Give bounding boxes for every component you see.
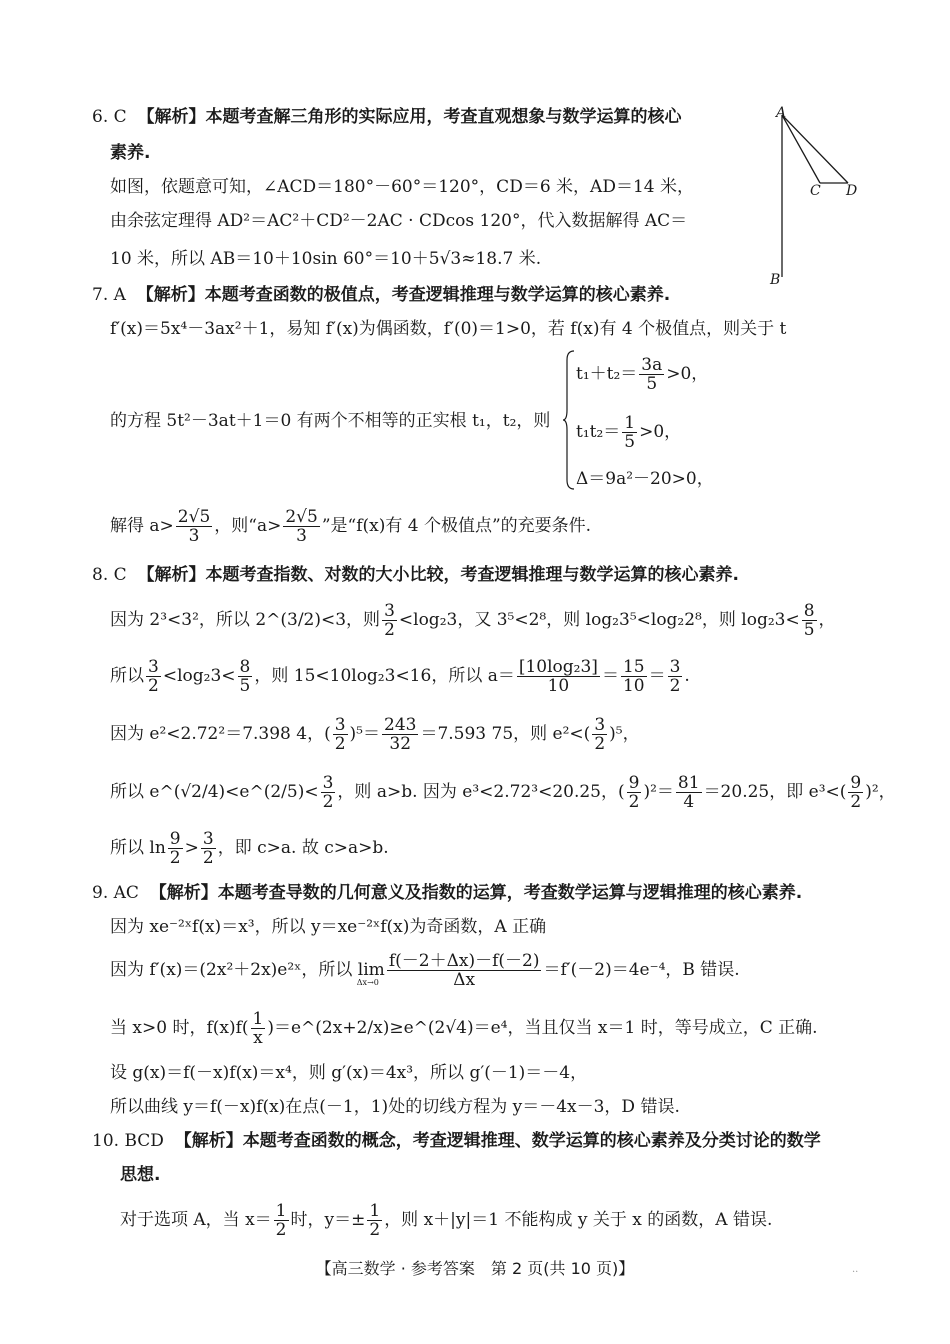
frac-den: 5 bbox=[646, 374, 658, 394]
q7-cond1-lhs: t₁＋t₂＝ bbox=[576, 364, 638, 384]
frac-num: 3 bbox=[594, 715, 606, 735]
frac-num: 15 bbox=[622, 657, 645, 677]
frac-den: 2 bbox=[334, 734, 346, 754]
system-brace bbox=[563, 350, 575, 490]
fig-label-a: A bbox=[776, 105, 787, 121]
frac bbox=[321, 774, 336, 811]
q9-tag: 【解析】 bbox=[149, 883, 218, 903]
fig-label-c: C bbox=[810, 183, 821, 199]
frac-num: 9 bbox=[850, 773, 862, 793]
frac-num: 81 bbox=[677, 773, 700, 793]
q8-l4a: 所以 e^(√2/4)<e^(2/5)< bbox=[110, 782, 319, 802]
q8-tag: 【解析】 bbox=[137, 565, 206, 585]
q8-title-line bbox=[92, 564, 739, 586]
q6-line2: 由余弦定理得 AD²＝AC²＋CD²－2AC · CDcos 120°，代入数据解得 AC＝ bbox=[110, 211, 688, 231]
frac-num: 9 bbox=[628, 773, 640, 793]
frac-den: 3 bbox=[188, 526, 200, 546]
q8-l4c: )²＝ bbox=[643, 782, 674, 802]
q10-l1c: ，则 x＋|y|＝1 不能构成 y 关于 x 的函数，A 错误. bbox=[384, 1210, 773, 1230]
q10-l1b: 时，y＝± bbox=[290, 1210, 366, 1230]
frac bbox=[387, 952, 542, 989]
frac-num: 3 bbox=[322, 773, 334, 793]
q9-l3a: 当 x>0 时，f(x)f( bbox=[110, 1018, 249, 1038]
q8-l4f: ＝20.25，即 e³<( bbox=[703, 782, 847, 802]
q7-cond1 bbox=[576, 356, 708, 393]
frac bbox=[333, 716, 348, 753]
frac bbox=[367, 1202, 382, 1239]
q8-l3e: ＝7.593 75，则 e²<( bbox=[420, 724, 591, 744]
frac-den: 2 bbox=[594, 734, 606, 754]
frac-den: 2 bbox=[169, 848, 181, 868]
frac bbox=[251, 1010, 266, 1047]
frac-den: 2 bbox=[628, 792, 640, 812]
q8-l2a: 所以 bbox=[110, 666, 144, 686]
q7-l3b: ，则“a> bbox=[214, 516, 282, 536]
frac bbox=[592, 716, 607, 753]
q7-l3a: 解得 a> bbox=[110, 516, 174, 536]
q8-l5c: ，即 c>a. 故 c>a>b. bbox=[217, 838, 389, 858]
frac-den: 2 bbox=[322, 792, 334, 812]
q8-l1c: ， bbox=[818, 610, 836, 630]
eq: ＝ bbox=[648, 666, 666, 686]
frac-den: 2 bbox=[202, 848, 214, 868]
q8-l1b: <log₂3，又 3⁵<2⁸，则 log₂3⁵<log₂2⁸，则 log₂3< bbox=[398, 610, 800, 630]
q9-title: 本题考查导数的几何意义及指数的运算，考查数学运算与逻辑推理的核心素养. bbox=[217, 883, 803, 903]
page-footer: 【高三数学 · 参考答案 第 2 页(共 10 页)】 bbox=[315, 1259, 635, 1278]
frac-num: 9 bbox=[169, 829, 181, 849]
q10-title: 本题考查函数的概念，考查逻辑推理、数学运算的核心素养及分类讨论的数学 bbox=[242, 1131, 821, 1151]
q6-title: 本题考查解三角形的实际应用，考查直观想象与数学运算的核心 bbox=[205, 107, 682, 127]
q7-head: 7. A bbox=[92, 285, 126, 305]
q9-l2b: ＝f′(－2)＝4e⁻⁴，B 错误. bbox=[543, 960, 740, 980]
frac bbox=[274, 1202, 289, 1239]
frac-den: 4 bbox=[683, 792, 695, 812]
q9-line1: 因为 xe⁻²ˣf(x)＝x³，所以 y＝xe⁻²ˣf(x)为奇函数，A 正确 bbox=[110, 917, 547, 937]
q6-title2: 素养. bbox=[110, 143, 151, 163]
frac-num: 3 bbox=[202, 829, 214, 849]
frac-num: 1 bbox=[624, 413, 636, 433]
q8-l1a: 因为 2³<3²，所以 2^(3/2)<3，则 bbox=[110, 610, 381, 630]
frac bbox=[201, 830, 216, 867]
q8-l3f: )⁵， bbox=[609, 724, 640, 744]
frac-num: 8 bbox=[239, 657, 251, 677]
q6-tag: 【解析】 bbox=[137, 107, 206, 127]
q8-l5b: > bbox=[184, 838, 199, 858]
q8-head: 8. C bbox=[92, 565, 127, 585]
fig-label-b: B bbox=[770, 272, 781, 288]
frac-den: 2 bbox=[850, 792, 862, 812]
q7-title: 本题考查函数的极值点，考查逻辑推理与数学运算的核心素养. bbox=[204, 285, 671, 305]
frac bbox=[382, 602, 397, 639]
frac-den: x bbox=[253, 1028, 263, 1048]
frac-num: 3 bbox=[334, 715, 346, 735]
frac bbox=[168, 830, 183, 867]
frac-den: 5 bbox=[239, 676, 251, 696]
frac-num: 1 bbox=[275, 1201, 287, 1221]
q7-cond3: Δ＝9a²－20>0， bbox=[576, 469, 714, 489]
frac-den: 2 bbox=[148, 676, 159, 696]
frac-num: 2√5 bbox=[177, 507, 211, 527]
q10-l1a: 对于选项 A，当 x＝ bbox=[120, 1210, 272, 1230]
q10-head: 10. BCD bbox=[92, 1131, 164, 1151]
frac-den: 32 bbox=[389, 734, 412, 754]
q7-cond2-tail: >0， bbox=[639, 422, 682, 442]
frac-den: 5 bbox=[803, 620, 815, 640]
q7-cond1-frac bbox=[639, 356, 664, 393]
q7-line2: 的方程 5t²－3at＋1＝0 有两个不相等的正实根 t₁，t₂，则 bbox=[110, 411, 551, 431]
q10-title2: 思想. bbox=[120, 1165, 161, 1185]
frac-num: 3 bbox=[669, 657, 681, 677]
frac-den: 10 bbox=[622, 676, 645, 696]
q10-tag: 【解析】 bbox=[174, 1131, 243, 1151]
q7-cond2-frac bbox=[622, 414, 637, 451]
q7-cond1-tail: >0， bbox=[666, 364, 709, 384]
frac bbox=[627, 774, 642, 811]
q7-frac-a bbox=[176, 508, 212, 545]
q9-l3b: )＝e^(2x+2/x)≥e^(2√4)＝e⁴，当且仅当 x＝1 时，等号成立，C 正确. bbox=[267, 1018, 818, 1038]
q7-line1: f′(x)＝5x⁴－3ax²＋1，易知 f′(x)为偶函数，f′(0)＝1>0，若 f(x)有 4 个极值点，则关于 t bbox=[110, 319, 787, 339]
frac-num: [10log₂3] bbox=[518, 657, 598, 677]
q8-l2c: ，则 15<10log₂3<16，所以 a＝ bbox=[254, 666, 515, 686]
frac bbox=[517, 658, 600, 695]
frac bbox=[382, 716, 418, 753]
q8-l4g: )²， bbox=[865, 782, 896, 802]
q7-cond2 bbox=[576, 414, 681, 451]
period: . bbox=[684, 666, 690, 686]
q7-line3 bbox=[110, 504, 591, 548]
q9-line4: 设 g(x)＝f(－x)f(x)＝x⁴，则 g′(x)＝4x³，所以 g′(－1)＝－4， bbox=[110, 1063, 588, 1083]
frac bbox=[146, 658, 161, 695]
frac-den: 10 bbox=[547, 676, 570, 696]
q8-line2 bbox=[110, 654, 690, 698]
q7-tag: 【解析】 bbox=[136, 285, 205, 305]
q8-l3b: )⁵＝ bbox=[349, 724, 380, 744]
frac-num: 2√5 bbox=[285, 507, 318, 527]
frac-num: f(－2＋Δx)－f(－2) bbox=[388, 951, 540, 971]
q6-title-line bbox=[92, 106, 681, 128]
q6-head: 6. C bbox=[92, 107, 127, 127]
frac bbox=[238, 658, 253, 695]
frac bbox=[621, 658, 647, 695]
q8-line1 bbox=[110, 598, 836, 642]
corner-mark: .. bbox=[852, 1264, 859, 1275]
frac-den: 2 bbox=[275, 1220, 287, 1240]
frac-den: 3 bbox=[296, 526, 307, 546]
frac-den: 5 bbox=[624, 432, 636, 452]
limit-subscript: Δx→0 bbox=[356, 978, 379, 987]
eq: ＝ bbox=[601, 666, 619, 686]
q7-frac-b bbox=[283, 508, 319, 545]
q8-l4b: ，则 a>b. 因为 e³<2.72³<20.25，( bbox=[337, 782, 625, 802]
frac-num: 1 bbox=[252, 1009, 264, 1029]
q8-title: 本题考查指数、对数的大小比较，考查逻辑推理与数学运算的核心素养. bbox=[205, 565, 739, 585]
q9-head: 9. AC bbox=[92, 883, 139, 903]
frac-num: 3a bbox=[641, 355, 663, 375]
frac-num: 243 bbox=[384, 715, 417, 735]
q8-line5 bbox=[110, 826, 389, 870]
q6-line1: 如图，依题意可知，∠ACD＝180°－60°＝120°，CD＝6 米，AD＝14 米， bbox=[110, 177, 694, 197]
q7-title-line bbox=[92, 284, 670, 306]
frac-den: Δx bbox=[453, 970, 476, 990]
q8-line3 bbox=[110, 712, 640, 756]
frac-den: 2 bbox=[384, 620, 395, 640]
q7-cond2-lhs: t₁t₂＝ bbox=[576, 422, 621, 442]
frac bbox=[802, 602, 817, 639]
frac-den: 2 bbox=[669, 676, 681, 696]
q10-line1 bbox=[120, 1198, 772, 1242]
q8-l3a: 因为 e²<2.72²＝7.398 4，( bbox=[110, 724, 331, 744]
q9-l2a: 因为 f′(x)＝(2x²＋2x)e²ˣ，所以 lim bbox=[110, 960, 385, 980]
q6-line3: 10 米，所以 AB＝10＋10sin 60°＝10＋5√3≈18.7 米. bbox=[110, 249, 542, 269]
q9-line2 bbox=[110, 948, 740, 992]
frac bbox=[676, 774, 702, 811]
q8-l2b: <log₂3< bbox=[162, 666, 236, 686]
frac-den: 2 bbox=[369, 1220, 381, 1240]
frac-num: 1 bbox=[369, 1201, 381, 1221]
fig-label-d: D bbox=[846, 183, 858, 199]
q7-l3c: ”是“f(x)有 4 个极值点”的充要条件. bbox=[321, 516, 592, 536]
q9-title-line bbox=[92, 882, 802, 904]
frac bbox=[848, 774, 863, 811]
q8-l5a: 所以 ln bbox=[110, 838, 166, 858]
frac-num: 3 bbox=[384, 601, 395, 621]
frac-num: 8 bbox=[803, 601, 815, 621]
frac-num: 3 bbox=[148, 657, 159, 677]
q9-line3 bbox=[110, 1006, 818, 1050]
q8-line4 bbox=[110, 770, 896, 814]
frac bbox=[668, 658, 683, 695]
q10-title-line bbox=[92, 1130, 821, 1152]
q9-line5: 所以曲线 y＝f(－x)f(x)在点(－1，1)处的切线方程为 y＝－4x－3，D 错误. bbox=[110, 1097, 680, 1117]
